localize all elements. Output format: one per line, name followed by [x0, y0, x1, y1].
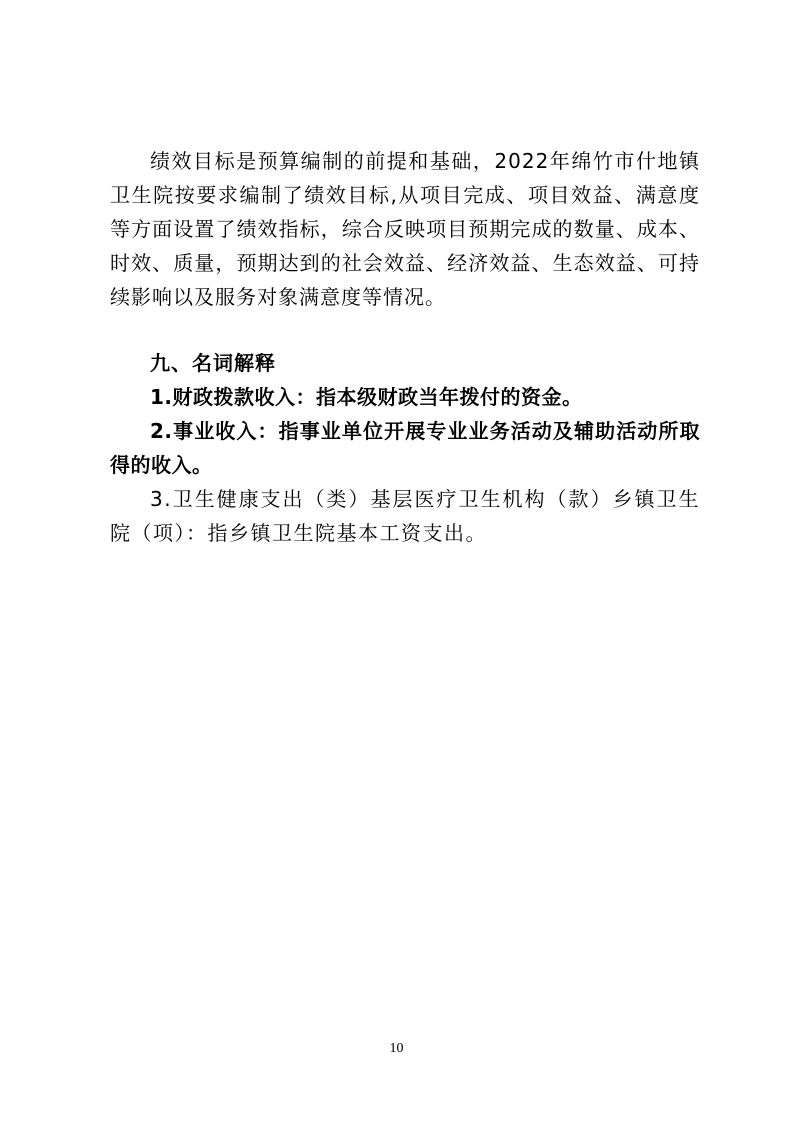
definition-item-1: 1.财政拨款收入：指本级财政当年拨付的资金。 [150, 385, 583, 409]
body-paragraph-performance-goals: 绩效目标是预算编制的前提和基础，2022年绵竹市什地镇卫生院按要求编制了绩效目标,从项目完成、项目效益、满意度等方面设置了绩效指标，综合反映项目预期完成的数量、成本、时效、质量，预期达到的社会效益、经济效益、生态效益、可持续影响以及服务对象满意度等情况。 [110, 149, 700, 309]
section-heading-glossary: 九、名词解释 [150, 351, 276, 375]
page-number: 10 [389, 1041, 404, 1056]
definition-item-2: 2.事业收入：指事业单位开展专业业务活动及辅助活动所取得的收入。 [110, 419, 700, 477]
definition-item-3: 3.卫生健康支出（类）基层医疗卫生机构（款）乡镇卫生院（项）：指乡镇卫生院基本工资支出。 [110, 487, 700, 545]
